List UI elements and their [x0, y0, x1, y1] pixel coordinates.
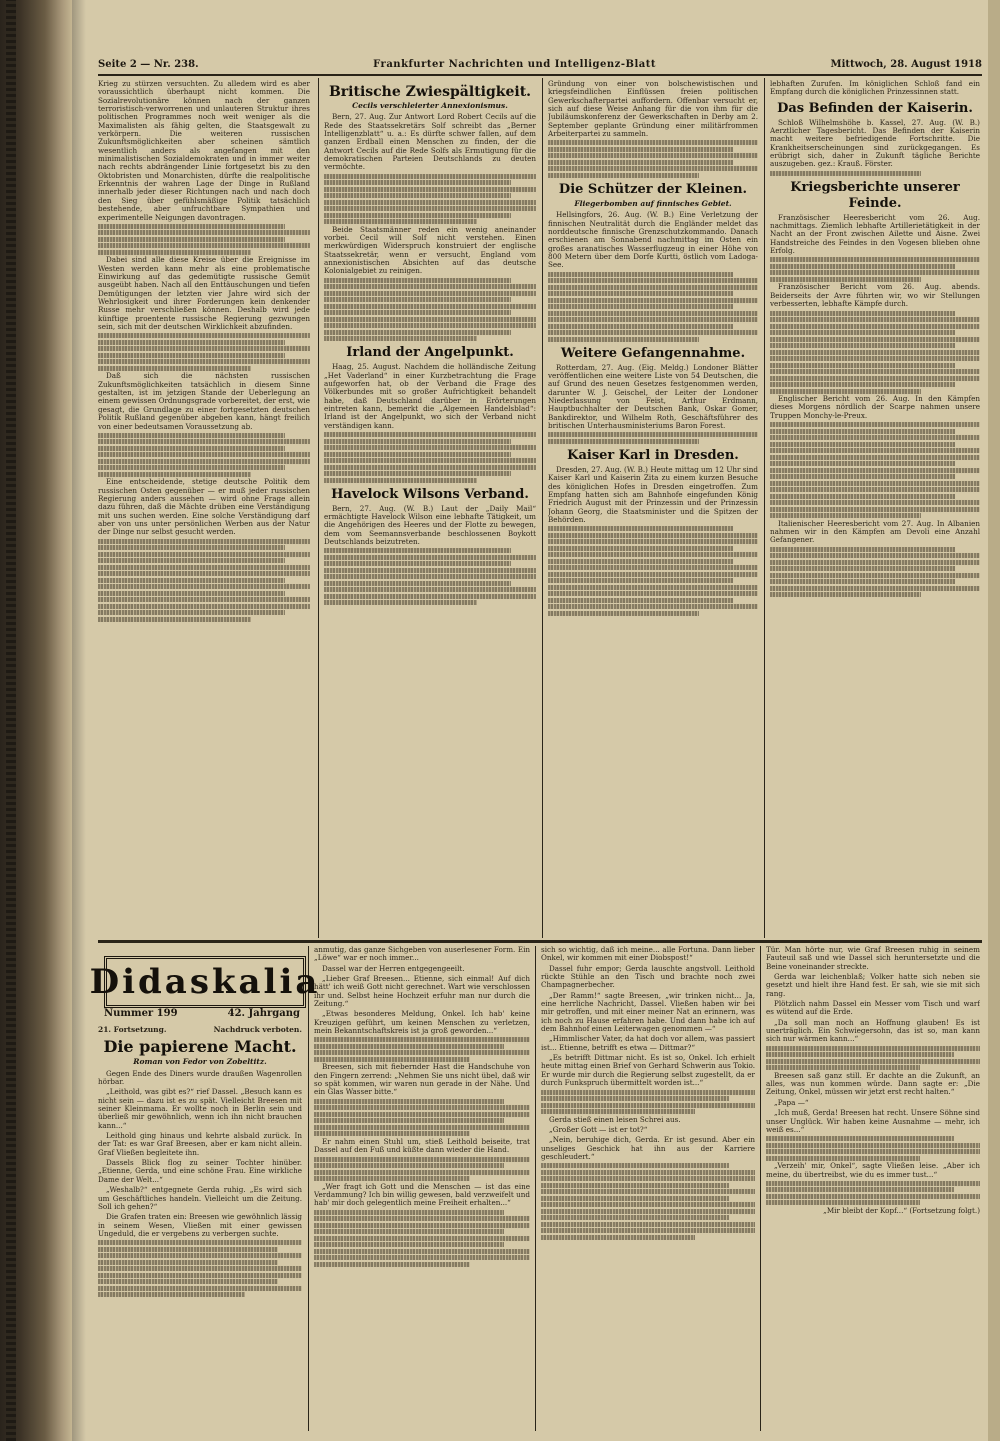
story-paragraph: Dassel war der Herren entgegengeeilt. — [322, 963, 465, 973]
article-paragraph: Beide Staatsmänner reden ein wenig aneinander vorbei. Cecil will Solf nicht verstehen. Einen merkwürdigen Widerspruch konstruiert der englische Staatssekretär, wenn er versucht, England vom annexionistischen Absichten auf das deutsche Kolonialgebiet zu reinigen. — [324, 224, 536, 276]
header-date: Mittwoch, 28. August 1918 — [830, 58, 982, 70]
story-paragraph: „Verzeih' mir, Onkel“, sagte Vließen leise. „Aber ich meine, du übertreibst, wie du es immer tust...“ — [766, 1161, 980, 1179]
col1-paragraph: Dabei sind alle diese Kreise über die Ereignisse im Westen werden kann mehr als eine problematische Einwirkung auf das gedemütigte russische Gemüt ausgeübt haben. Nach all den Enttäuschungen und tiefen Demütigungen der letzten vier Jahre wird sich der Wehrlosigkeit und ihrer Forderungen kein denkender Russe mehr verschließen können. Deshalb wird jede künftige proentente russische Regierung gezwungen sein, sich mit der deutschen Wirklichkeit abzufinden. — [98, 255, 310, 332]
article-title: Irland der Angelpunkt. — [346, 345, 514, 361]
header-masthead: Frankfurter Nachrichten und Intelligenz-Blatt — [373, 58, 656, 70]
column-rule-1 — [318, 78, 319, 938]
column-rule-2 — [542, 78, 543, 938]
col1-paragraph: Eine entscheidende, stetige deutsche Politik dem russischen Osten gegenüber — er muß jeder russischen Regierung anders aussehen — wird ohne Frage allein dazu führen, daß die Mächte drüben eine Verständigung mit uns suchen werden. Eine solche Verständigung darf aber von uns unter persönlichen Werben aus der Natur der Dinge nur selbst gesucht werden. — [98, 477, 310, 537]
story-rights: Nachdruck verboten. — [213, 1026, 302, 1034]
article-paragraph: Bern, 27. Aug. (W. B.) Laut der „Daily Mail“ ermächtigte Havelock Wilson eine lebhafte Tätigkeit, um die Angehörigen des Heeres und der Flotte zu bewegen, dem vom Seemannsverbande beschlossenen Boykott Deutschlands beizutreten. — [324, 503, 536, 546]
story-paragraph: „Ich muß, Gerda! Breesen hat recht. Unsere Söhne sind unser Unglück. Wir haben keine Ausnahme — mehr, ich weiß es...“ — [766, 1108, 980, 1134]
story-paragraph: „Es betrifft Dittmar nicht. Es ist so, Onkel. Ich erhielt heute mittag einen Brief von Gerhard Schwerin aus Tokio. Er wurde mir durch die Regierung selbst zugestellt, da er durch Funkspruch übermittelt worden ist...“ — [541, 1053, 755, 1088]
story-paragraph: Er nahm einen Stuhl um, stieß Leithold beiseite, trat Dassel auf den Fuß und küßte dann wieder die Hand. — [314, 1136, 530, 1155]
article-title: Die Schützer der Kleinen. — [558, 181, 748, 197]
article-paragraph: Englischer Bericht vom 26. Aug. In den Kämpfen dieses Morgens nördlich der Scarpe nahmen unsere Truppen Monchy-le-Preux. — [770, 394, 980, 420]
story-paragraph: Die Grafen traten ein: Breesen wie gewöhnlich lässig in seinem Wesen, Vließen mit einer gewissen Ungeduld, die er vergebens zu verbergen suchte. — [98, 1212, 302, 1238]
article-paragraph: lebhaften Zurufen. Im königlichen Schloß fand ein Empfang durch die königlichen Prinzessinnen statt. — [770, 80, 980, 97]
story-paragraph: „Wer fragt ich Gott und die Menschen — ist das eine Verdammung? Ich bin willig gewesen, bald verzweifelt und hab' mir doch gelegentlich meine Freiheit erhalten...“ — [314, 1181, 530, 1208]
header-rule — [98, 74, 982, 76]
feuilleton-column-2 — [314, 946, 530, 1432]
story-paragraph: „Himmlischer Vater, da hat doch vor allem, was passiert ist... Etienne, betrifft es etwa — Dittmar?“ — [541, 1034, 755, 1052]
story-paragraph: Gerda stieß einen leisen Schrei aus. — [549, 1114, 681, 1124]
story-title: Die papierene Macht. — [103, 1037, 297, 1057]
column-2 — [324, 80, 536, 936]
story-byline: Roman von Fedor von Zobeltitz. — [133, 1057, 267, 1067]
running-header — [98, 56, 982, 72]
story-paragraph: „Papa —“ — [774, 1097, 809, 1107]
story-paragraph: Breesen, sich mit fiebernder Hast die Handschuhe von den Fingern zerrend: „Nehmen Sie uns nicht übel, daß wir so spät kommen, wir waren nun gerade in der Nähe. Und ein Glas Wasser bitte.“ — [314, 1062, 530, 1097]
col1-paragraph: Krieg zu stürzen versuchten. Zu alledem wird es aber voraussichtlich überhaupt nicht kommen. Die Sozialrevolutionäre können nach der ganzen terroristisch-verworrenen und unlauteren Struktur ihres politischen Programmes noch weit weniger als die Maximalisten als fähig gelten, die Staatsgewalt zu verkörpern. Die weiteren russischen Zukunftsmöglichkeiten aber scheinen sämtlich wesentlich anders als angefangen mit den minimalistischen Sozialdemokraten und in immer weiter nach rechts abdrängender Linie fortgesetzt bis zu den Oktobristen und Monarchisten, dürfte die realpolitische Erkenntnis der wahren Lage der Dinge in Rußland innerhalb jeder dieser Richtungen nach und nach doch den Sieg über gefühlsmäßige Politik tatsächlich bestehende, aber unfruchtbare Sympathien und experimentelle Neigungen davontragen. — [98, 80, 310, 222]
adjacent-page-edge — [988, 0, 1000, 1441]
column-3 — [548, 80, 758, 936]
article-title: Britische Zwiespältigkeit. — [328, 84, 532, 100]
feuilleton-column-1 — [98, 1026, 302, 1432]
article-title: Havelock Wilsons Verband. — [331, 486, 529, 502]
story-paragraph: Tür. Man hörte nur, wie Graf Breesen ruhig in seinem Fauteuil saß und wie Dassel sich heruntersetzte und die Beine voneinander streckte. — [766, 946, 980, 971]
story-paragraph: „Lieber Graf Breesen... Etienne, sich einmal! Auf dich hätt' ich weiß Gott nicht gerechnet. Wart wie verschlossen ihr und. Selbst heine Hochzeit erfuhr man nur durch die Zeitung.“ — [314, 974, 530, 1009]
didaskalia-number: Nummer 199 — [104, 1008, 178, 1019]
story-paragraph: „Mir bleibt der Kopf...“ (Fortsetzung folgt.) — [823, 1205, 980, 1215]
feuilleton-column-rule-1 — [308, 946, 309, 1431]
didaskalia-title: Didaskalia — [89, 962, 321, 1002]
article-title: Kriegsberichte unserer Feinde. — [790, 179, 960, 211]
feuilleton-column-rule-2 — [535, 946, 536, 1431]
feuilleton-column-4 — [766, 946, 980, 1432]
story-paragraph: „Etwas besonderes Meldung, Onkel. Ich hab' keine Kreuzigen geführt, um keinen Menschen zu verletzen, mein Bekanntschaftskreis ist ja groß geworden...“ — [314, 1009, 530, 1036]
didaskalia-issue-line — [104, 1008, 300, 1019]
story-paragraph: Gegen Ende des Diners wurde draußen Wagenrollen hörbar. — [98, 1068, 302, 1087]
didaskalia-year: 42. Jahrgang — [227, 1008, 300, 1019]
article-paragraph: Französischer Bericht vom 26. Aug. abends. Beiderseits der Avre führten wir, wo wir Stellungen verbesserten, lebhafte Kämpfe durch. — [770, 282, 980, 309]
article-paragraph: Hellsingfors, 26. Aug. (W. B.) Eine Verletzung der finnischen Neutralität durch die Engländer meldet das norddeutsche finnische Grenzschutzkommando. Danach erschienen am Sonnabend nachmittag im Osten ein großes aranatisches Wasserflugzeug in einer Höhe von 800 Metern über dem Dorfe Kurtti, östlich vom Ladoga-See. — [548, 210, 758, 270]
column-1 — [98, 80, 310, 936]
article-paragraph: Italienischer Heeresbericht vom 27. Aug. In Albanien nahmen wir in den Kämpfen am Devoli eine Anzahl Gefangener. — [770, 518, 980, 545]
story-paragraph: Dassel fuhr empor; Gerda lauschte angstvoll. Leithold rückte Stühle an den Tisch und brachte noch zwei Champagnerbecher. — [541, 963, 755, 990]
story-continuation: 21. Fortsetzung. — [98, 1026, 167, 1034]
didaskalia-masthead — [89, 956, 321, 1008]
article-subtitle: Fliegerbomben auf finnisches Gebiet. — [574, 198, 732, 208]
article-title: Kaiser Karl in Dresden. — [567, 447, 739, 463]
header-page-number: Seite 2 — Nr. 238. — [98, 58, 199, 70]
article-title: Das Befinden der Kaiserin. — [777, 100, 973, 116]
story-paragraph: Leithold ging hinaus und kehrte alsbald zurück. In der Tat: es war Graf Breesen, aber er kam nicht allein. Graf Vließen begleitete ihn. — [98, 1131, 302, 1157]
article-title: Weitere Gefangennahme. — [560, 345, 746, 361]
story-paragraph: Dassels Blick flog zu seiner Tochter hinüber. „Etienne, Gerda, und eine schöne Frau. Eine wirkliche Dame der Welt...“ — [98, 1158, 302, 1184]
article-paragraph: Haag, 25. August. Nachdem die holländische Zeitung „Het Vaderland“ in einer Kurzbetrachtung die Frage aufgeworfen hat, ob der Verband die Frage des Völkerbundes mit so großer Aufrichtigkeit behandelt habe, daß Deutschland darüber in Erörterungen eintreten kann, bemerkt die „Algemeen Handelsblad“: Irland ist der Angelpunkt, wo sich der Verband nicht verständigen kann. — [324, 362, 536, 430]
story-paragraph: Gerda war leichenblaß; Volker hatte sich neben sie gesetzt und hielt ihre Hand fest. Er sah, wie sie mit sich rang. — [766, 972, 980, 998]
story-paragraph: Breesen saß ganz still. Er dachte an die Zukunft, an alles, was nun kommen würde. Dann sagte er: „Die Zeitung, Onkel, müssen wir jetzt erst recht halten.“ — [766, 1070, 980, 1097]
story-paragraph: „Nein, beruhige dich, Gerda. Er ist gesund. Aber ein unseliges Geschick hat ihn aus der Karriere geschleudert.“ — [541, 1135, 755, 1161]
story-paragraph: „Da soll man noch an Hoffnung glauben! Es ist unerträglich. Ein Schwiegersohn, das ist so, man kann sich nur wärmen kann...“ — [766, 1017, 980, 1044]
story-paragraph: sich so wichtig, daß ich meine... alle Fortuna. Dann lieber Onkel, wir kommen mit einer Diobspost!“ — [541, 946, 755, 963]
article-paragraph: Gründung von einer von bolschewistischen und kriegsfeindlichen Einflüssen freien politischen Gewerkschafterpartei auffordern. Offenbar versucht er, sich auf diese Weise Anhang für die von ihm für die Jubiläumskonferenz der Gewerkschaften in Derby am 2. September geplante Gründung einer militärfrommen Arbeiterpartei zu sammeln. — [548, 80, 758, 139]
story-paragraph: „Leithold, was gibt es?“ rief Dassel. „Besuch kann es nicht sein — dazu ist es zu spät. Vielleicht Breesen mit seiner Kleinmama. Er wollte noch in Berlin sein und überließ mir gewöhnlich, wenn ich ihn nicht brauchen kann...“ — [98, 1087, 302, 1130]
story-paragraph: „Großer Gott — ist er tot?“ — [549, 1124, 648, 1134]
feuilleton-column-rule-3 — [760, 946, 761, 1431]
article-paragraph: Französischer Heeresbericht vom 26. Aug. nachmittags. Ziemlich lebhafte Artillerietätigkeit in der Nacht an der Front zwischen Ailette und Aisne. Zwei Handstreiche des Feindes in den Vogesen blieben ohne Erfolg. — [770, 212, 980, 256]
column-rule-3 — [764, 78, 765, 938]
story-paragraph: Plötzlich nahm Dassel ein Messer vom Tisch und warf es wütend auf die Erde. — [766, 999, 980, 1017]
article-paragraph: Rotterdam, 27. Aug. (Eig. Meldg.) Londoner Blätter veröffentlichen eine weitere Liste von 54 Deutschen, die auf Grund des neuen Gesetzes festgenommen werden, darunter W. J. Geischel, der Leiter der Londoner Niederlassung von Feist, Arthur Erdmann, Hauptbuchhalter der Deutschen Bank, Oskar Gomer, Bankdirektor, und Wilhelm Roth, Geschäftsführer des britischen Unterhausministeriums Baron Forest. — [548, 362, 758, 431]
article-paragraph: Bern, 27. Aug. Zur Antwort Lord Robert Cecils auf die Rede des Staatssekretärs Solf schreibt das „Berner Intelligenzblatt“ u. a.: Es dürfte schwer fallen, auf dem ganzen Erdball einen Menschen zu finden, der die Antwort Cecils auf die Rede Solfs als Ermutigung für die demokratischen Parteien Deutschlands zu deuten vermöchte. — [324, 112, 536, 172]
column-4 — [770, 80, 980, 936]
col1-paragraph: Daß sich die nächsten russischen Zukunftsmöglichkeiten tatsächlich in diesem Sinne gestalten, ist im jetzigen Stande der Ueberlegung an einem gewissen Ordnungsgrade vorbereitet, der erst, wie gesagt, die Grundlage zu einer fortgesetzten deutschen Politik Rußland gegenüber abgeben kann, hängt freilich von einer bedeutsamen Voraussetzung ab. — [98, 371, 310, 431]
feuilleton-column-3 — [541, 946, 755, 1432]
article-subtitle: Cecils verschleierter Annexionismus. — [352, 101, 508, 110]
feuilleton-rule — [98, 940, 982, 943]
article-paragraph: Schloß Wilhelmshöhe b. Kassel, 27. Aug. (W. B.) Aerztlicher Tagesbericht. Das Befinden der Kaiserin macht weitere befriedigende Fortschritte. Die Krankheitserscheinungen sind zurückgegangen. Es erübrigt sich, daher in Zukunft tägliche Berichte auszugeben. gez.: Krauß. Förster. — [770, 117, 980, 169]
story-paragraph: anmutig, das ganze Sichgeben von auserlesener Form. Ein „Löwe“ war er noch immer... — [314, 946, 530, 963]
article-paragraph: Dresden, 27. Aug. (W. B.) Heute mittag um 12 Uhr sind Kaiser Karl und Kaiserin Zita zu einem kurzen Besuche des königlichen Hofes in Dresden eingetroffen. Zum Empfang hatten sich am Bahnhofe eingefunden König Friedrich August mit der Prinzessin und der Prinzessin Johann Georg, die Staatsminister und die Spitzen der Behörden. — [548, 464, 758, 524]
story-paragraph: „Der Ramm!“ sagte Breesen, „wir trinken nicht... Ja, eine herrliche Nachricht, Dassel. Vließen haben wir bei mir getroffen, und mit einer meiner Nat an erinnern, was ich noch zu Hause erfahren habe. Und dann habe ich auf dem Bahnhof einen Leiterwagen genommen —“ — [541, 990, 755, 1034]
story-paragraph: „Weshalb?“ entgegnete Gerda ruhig. „Es wird sich um Geschäftliches handeln. Vielleicht um die Zeitung. Soll ich gehen?“ — [98, 1185, 302, 1211]
book-binding — [0, 0, 72, 1441]
page-fold-shadow — [72, 0, 86, 1441]
